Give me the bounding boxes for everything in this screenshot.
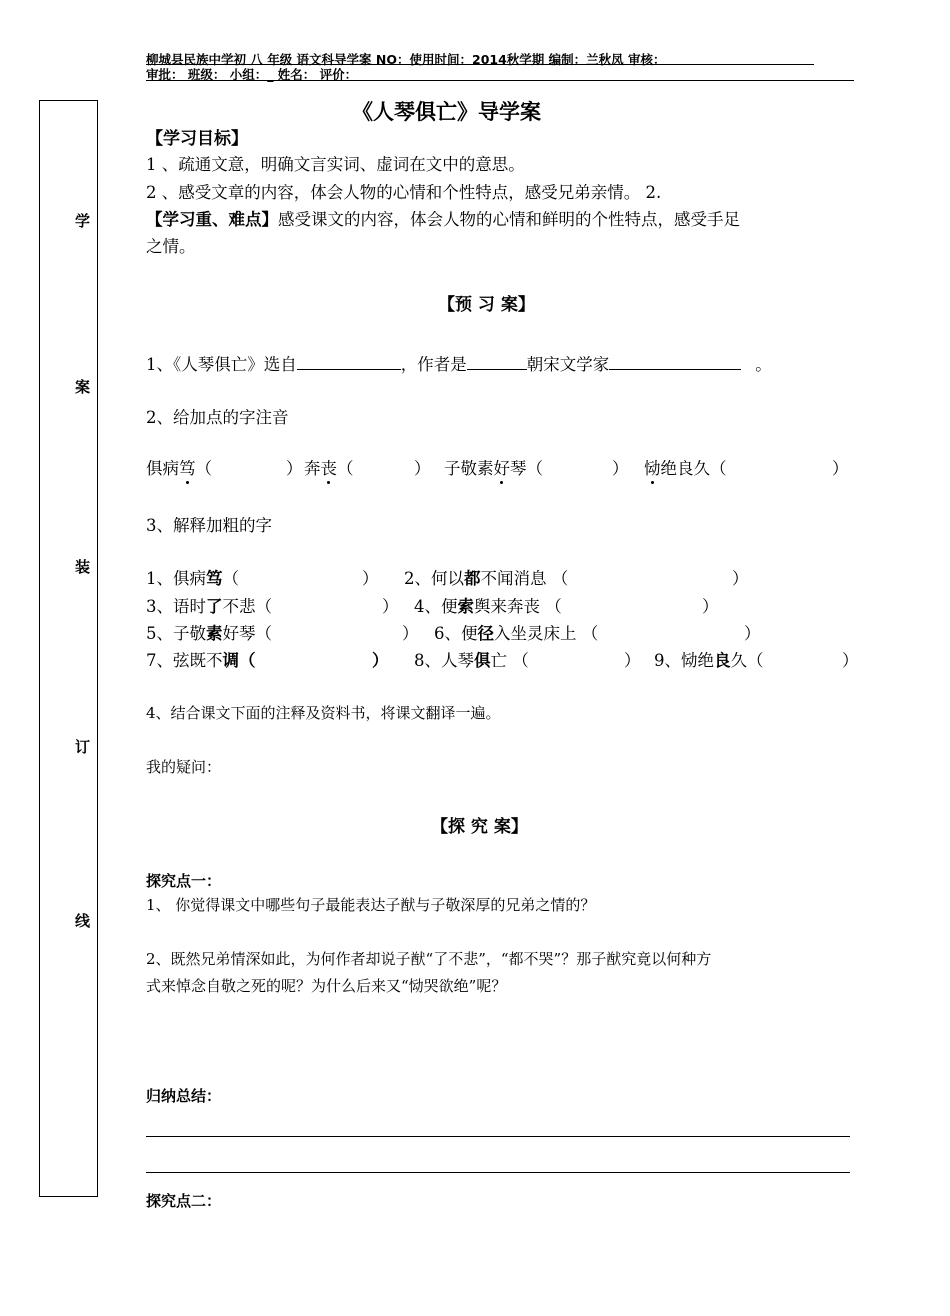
explain-item-9 — [654, 647, 764, 671]
pinyin-item-3-dotted: 好 — [493, 459, 510, 478]
inquiry-heading: 【探 究 案】 — [431, 817, 528, 837]
explain-item-3-pre: 3、语时 — [146, 597, 206, 616]
explain-item-2-post: 不闻消息 （ — [480, 569, 569, 588]
preview-heading: 【预 习 案】 — [438, 295, 535, 315]
explain-item-7-pre: 7、弦既不 — [146, 651, 223, 670]
inquiry-point-1: 探究点一： — [146, 872, 222, 890]
pinyin-item-2 — [304, 455, 354, 479]
explain-item-4 — [414, 593, 562, 617]
explain-item-8 — [414, 647, 529, 671]
explain-item-3-close: ） — [382, 597, 399, 616]
explain-item-1 — [146, 565, 239, 589]
explain-item-8-pre: 8、人琴 — [414, 651, 474, 670]
pinyin-item-3-close: ） — [612, 459, 629, 478]
my-doubts-label: 我的疑问： — [146, 758, 222, 776]
explain-item-4-post: 舆来奔丧 （ — [474, 597, 562, 616]
q1-end: 。 — [755, 355, 772, 374]
inquiry-point-2: 探究点二： — [146, 1192, 222, 1210]
pinyin-item-1-dotted: 笃 — [179, 459, 196, 478]
explain-item-8-close: ） — [624, 651, 641, 670]
binding-char-1: 学 — [75, 212, 91, 230]
objective-item-2: 2 、感受文章的内容，体会人物的心情和个性特点，感受兄弟亲情。 2. — [146, 183, 662, 202]
explain-item-9-post: 久（ — [730, 651, 764, 670]
summary-label: 归纳总结： — [146, 1087, 222, 1105]
binding-char-3: 装 — [75, 558, 91, 576]
key-points-text-2: 之情。 — [146, 237, 196, 256]
explain-item-1-post: （ — [222, 569, 239, 588]
summary-answer-line-2[interactable] — [146, 1172, 850, 1173]
summary-answer-line-1[interactable] — [146, 1136, 850, 1137]
explain-item-6-bold: 径 — [477, 624, 494, 643]
explain-item-6 — [434, 620, 598, 644]
explain-item-9-bold: 良 — [714, 651, 731, 670]
explain-item-5-post: 好琴（ — [222, 624, 272, 643]
pinyin-item-1-post: （ — [195, 459, 212, 478]
explain-item-3-post: 不悲（ — [222, 597, 272, 616]
pinyin-item-3-post: 琴（ — [510, 459, 543, 478]
explain-item-5-close: ） — [402, 624, 419, 643]
pinyin-item-4-close: ） — [832, 459, 849, 478]
explain-item-1-pre: 1、俱病 — [146, 569, 206, 588]
q1-blank-dynasty[interactable] — [467, 354, 527, 370]
explain-item-5-bold: 素 — [206, 624, 223, 643]
key-points-text: 感受课文的内容，体会人物的心情和鲜明的个性特点，感受手足 — [278, 210, 740, 229]
explain-item-2 — [404, 565, 568, 589]
objectives-heading: 【学习目标】 — [146, 129, 248, 149]
pinyin-item-1 — [146, 455, 212, 479]
preview-q3-heading: 3、解释加粗的字 — [146, 516, 272, 535]
binding-char-2: 案 — [75, 378, 91, 396]
explain-item-8-post: 亡 （ — [490, 651, 529, 670]
explain-item-9-pre: 9、恸绝 — [654, 651, 714, 670]
explain-item-7-close: ） — [372, 651, 389, 670]
pinyin-item-3-pre: 子敬素 — [444, 459, 494, 478]
inquiry-p1-question-2-line-2: 式来悼念自敬之死的呢？为什么后来又“恸哭欲绝”呢？ — [146, 977, 507, 995]
explain-item-7-bold: 调（ — [222, 651, 256, 670]
header-underline-2 — [146, 80, 854, 81]
preview-q1 — [146, 351, 772, 375]
explain-item-6-close: ） — [744, 624, 761, 643]
pinyin-item-4-post: 绝良久（ — [660, 459, 727, 478]
objective-item-1: 1 、疏通文意，明确文言实词、虚词在文中的意思。 — [146, 155, 525, 174]
explain-item-1-close: ） — [362, 569, 379, 588]
binding-margin-box — [39, 100, 98, 1197]
explain-item-9-close: ） — [842, 651, 859, 670]
explain-item-2-pre: 2、何以 — [404, 569, 464, 588]
pinyin-item-4 — [644, 455, 727, 479]
q1-blank-source[interactable] — [297, 354, 401, 370]
pinyin-item-2-dotted: 丧 — [320, 459, 337, 478]
pinyin-item-2-pre: 奔 — [304, 459, 321, 478]
page-title: 《人琴俱亡》导学案 — [352, 100, 541, 124]
explain-item-8-bold: 俱 — [474, 651, 491, 670]
preview-q2-heading: 2、给加点的字注音 — [146, 408, 289, 427]
pinyin-item-4-dotted: 恸 — [644, 459, 661, 478]
inquiry-p1-question-1: 1、 你觉得课文中哪些句子最能表达子猷与子敬深厚的兄弟之情的？ — [146, 896, 596, 914]
q1-blank-author[interactable] — [609, 354, 741, 370]
pinyin-item-1-pre: 俱病 — [146, 459, 179, 478]
explain-item-5 — [146, 620, 272, 644]
preview-q4: 4、结合课文下面的注释及资料书，将课文翻译一遍。 — [146, 704, 501, 722]
pinyin-item-1-close: ） — [286, 459, 303, 478]
explain-item-1-bold: 笃 — [206, 569, 223, 588]
explain-item-4-close: ） — [702, 597, 719, 616]
binding-char-5: 线 — [75, 912, 91, 930]
inquiry-p1-question-2-line-1: 2、既然兄弟情深如此，为何作者却说子猷“了不悲”，“都不哭”？那子猷究竟以何种方 — [146, 950, 712, 968]
key-points — [146, 206, 740, 230]
explain-item-2-close: ） — [732, 569, 749, 588]
binding-char-4: 订 — [75, 738, 91, 756]
pinyin-item-2-close: ） — [414, 459, 431, 478]
q1-mid1: ，作者是 — [400, 355, 467, 374]
q1-prefix: 1、《人琴俱亡》选自 — [146, 355, 297, 374]
explain-item-2-bold: 都 — [464, 569, 481, 588]
explain-item-4-pre: 4、便 — [414, 597, 458, 616]
pinyin-item-3 — [444, 455, 543, 479]
header-line-1: 柳城县民族中学初 八 年级 语文科导学案 NO：使用时间：2014秋学期 编制：兰秋凤 审核： — [146, 52, 666, 67]
header-line-2: 审批： 班级： 小组：_ 姓名： 评价： — [146, 67, 358, 82]
explain-item-3-bold: 了 — [206, 597, 223, 616]
explain-item-7 — [146, 647, 256, 671]
explain-item-4-bold: 索 — [457, 597, 474, 616]
explain-item-6-pre: 6、便 — [434, 624, 478, 643]
q1-mid2: 朝宋文学家 — [526, 355, 610, 374]
key-points-label: 【学习重、难点】 — [146, 210, 278, 229]
explain-item-6-post: 入坐灵床上 （ — [494, 624, 599, 643]
pinyin-item-2-post: （ — [337, 459, 354, 478]
explain-item-3 — [146, 593, 272, 617]
explain-item-5-pre: 5、子敬 — [146, 624, 206, 643]
